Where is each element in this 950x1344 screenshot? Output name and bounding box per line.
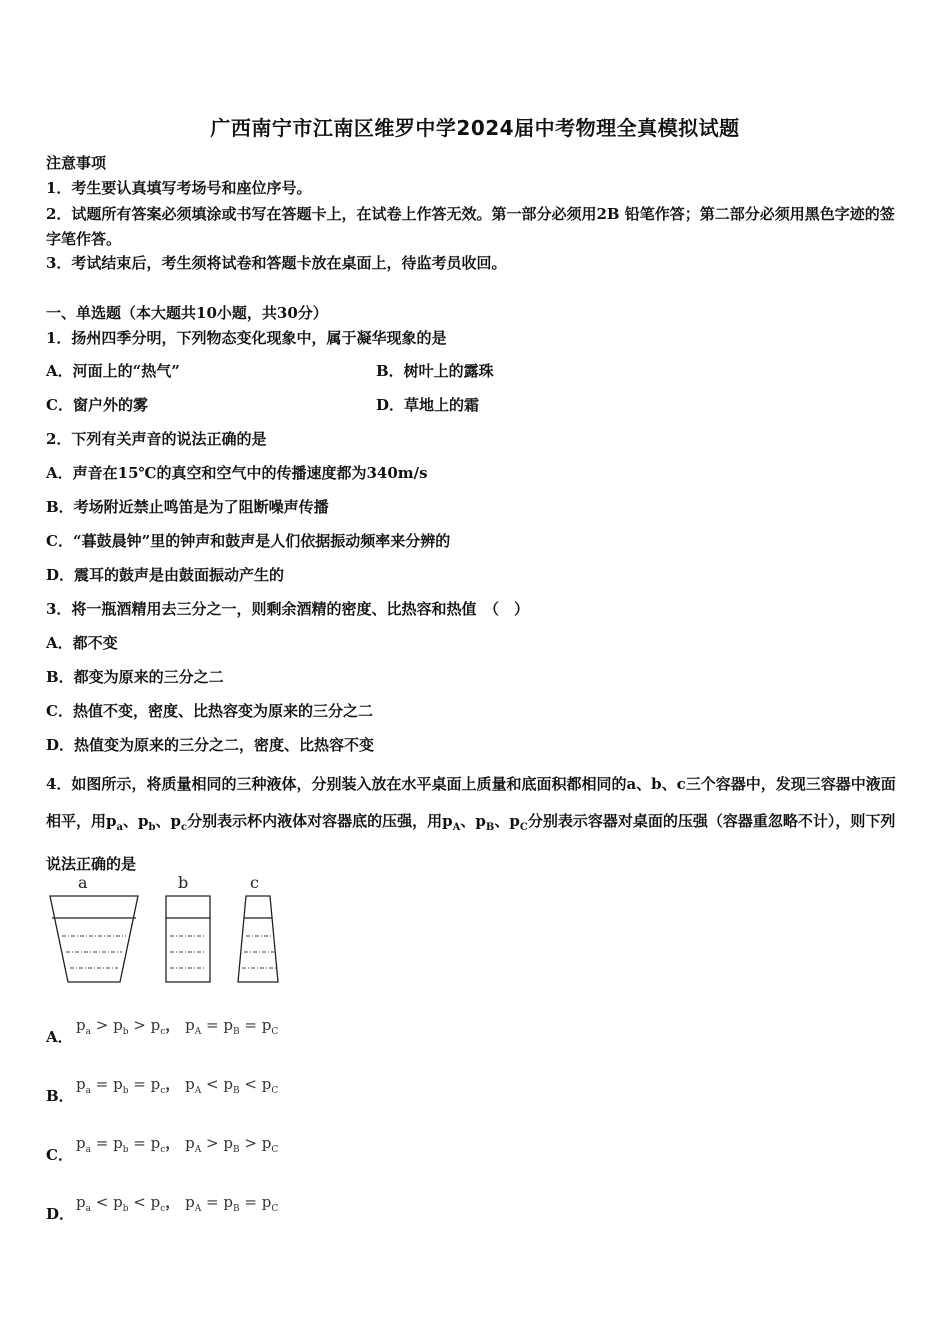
q2-option-b: B．考场附近禁止鸣笛是为了阻断噪声传播 bbox=[46, 498, 329, 516]
page-title: 广西南宁市江南区维罗中学2024届中考物理全真模拟试题 bbox=[210, 116, 740, 140]
figure-label-b: b bbox=[178, 873, 189, 892]
q2-option-a: A．声音在15℃的真空和空气中的传播速度都为340m/s bbox=[46, 464, 428, 482]
q2-option-c: C．“暮鼓晨钟”里的钟声和鼓声是人们依据振动频率来分辨的 bbox=[46, 532, 451, 550]
section-heading: 一、单选题（本大题共10小题，共30分） bbox=[46, 304, 328, 322]
container-a-shape bbox=[50, 896, 138, 982]
q3-option-c: C．热值不变，密度、比热容变为原来的三分之二 bbox=[46, 702, 373, 720]
q2-option-d: D．震耳的鼓声是由鼓面振动产生的 bbox=[46, 566, 285, 584]
q1-option-d: D．草地上的霜 bbox=[376, 396, 480, 414]
notice-item-3: 3．考试结束后，考生须将试卷和答题卡放在桌面上，待监考员收回。 bbox=[46, 254, 507, 272]
q3-option-d: D．热值变为原来的三分之二，密度、比热容不变 bbox=[46, 736, 375, 754]
q4-stem: 4．如图所示，将质量相同的三种液体，分别装入放在水平桌面上质量和底面积都相同的a、b、c三个容器中，发现三容器中液面相平，用$p_a$、$p_b$、$p_c$分别表示杯内液体对容器底的压强，用$p_A$、$p_B$、$p_C$分别表示容器对桌面的压强（容器重忽略不计），则下列说法正确的是 bbox=[46, 775, 896, 873]
q3-option-b: B．都变为原来的三分之二 bbox=[46, 668, 224, 686]
q1-option-c: C．窗户外的雾 bbox=[46, 396, 148, 414]
figure-label-c: c bbox=[250, 873, 259, 892]
notice-heading: 注意事项 bbox=[46, 154, 107, 172]
container-c-shape bbox=[238, 896, 278, 982]
q3-stem: 3．将一瓶酒精用去三分之一，则剩余酒精的密度、比热容和热值 （ ） bbox=[46, 600, 529, 618]
exam-page: 广西南宁市江南区维罗中学2024届中考物理全真模拟试题 注意事项 1．考生要认真填写考场号和座位序号。 2．试题所有答案必须填涂或书写在答题卡上，在试卷上作答无效。第一部分必须用2B 铅笔作答；第二部分必须用黑色字迹的签字笔作答。 3．考试结束后，考生须将试卷和答题卡放在桌面上，待监考员收回。 一、单选题（本大题共10小题，共30分） 1．扬州四季分明，下列物态变化现象中，属于凝华现象的是 A．河面上的“热气” B．树叶上的露珠 C．窗户外的雾 D．草地上的霜 2．下列有关声音的说法正确的是 A．声音在15℃的真空和空气中的传播速度都为340m/s B．考场附近禁止鸣笛是为了阻断噪声传播 C．“暮鼓晨钟”里的钟声和鼓声是人们依据振动频率来分辨的 D．震耳的鼓声是由鼓面振动产生的 3．将一瓶酒精用去三分之一，则剩余酒精的密度、比热容和热值 （ ） A．都不变 B．都变为原来的三分之二 C．热值不变，密度、比热容变为原来的三分之二 D．热值变为原来的三分之二，密度、比热容不变 4．如图所示，将质量相同的三种液体，分别装入放在水平桌面上质量和底面积都相同的a、b、c三个容器中，发现三容器中液面相平，用$p_a$、$p_b$、$p_c$分别表示杯内液体对容器底的压强，用$p_A$、$p_B$、$p_C$分别表示容器对桌面的压强（容器重忽略不计），则下列说法正确的是 a b c A． $p_a > p_b > p_c$， $p_A = p_B = p_C$ B． $p_a = p_b = p_c$， $p_A < p_B < p_C$ C． $p_a = p_b = p_c$， $p_A > p_B > p_C$ D． $p_a < p_b < p_c$， $p_A = p_B = p_C$ bbox=[0, 0, 950, 1344]
notice-item-1: 1．考生要认真填写考场号和座位序号。 bbox=[46, 179, 312, 197]
notice-item-2: 2．试题所有答案必须填涂或书写在答题卡上，在试卷上作答无效。第一部分必须用2B 铅笔作答；第二部分必须用黑色字迹的签字笔作答。 bbox=[46, 205, 895, 248]
container-b-shape bbox=[166, 896, 210, 982]
q2-stem: 2．下列有关声音的说法正确的是 bbox=[46, 430, 267, 448]
q4-containers-figure bbox=[44, 872, 294, 988]
q1-stem: 1．扬州四季分明，下列物态变化现象中，属于凝华现象的是 bbox=[46, 329, 447, 347]
q3-option-a: A．都不变 bbox=[46, 634, 118, 652]
figure-label-a: a bbox=[78, 873, 88, 892]
q1-option-a: A．河面上的“热气” bbox=[46, 362, 180, 380]
q1-option-b: B．树叶上的露珠 bbox=[376, 362, 494, 380]
